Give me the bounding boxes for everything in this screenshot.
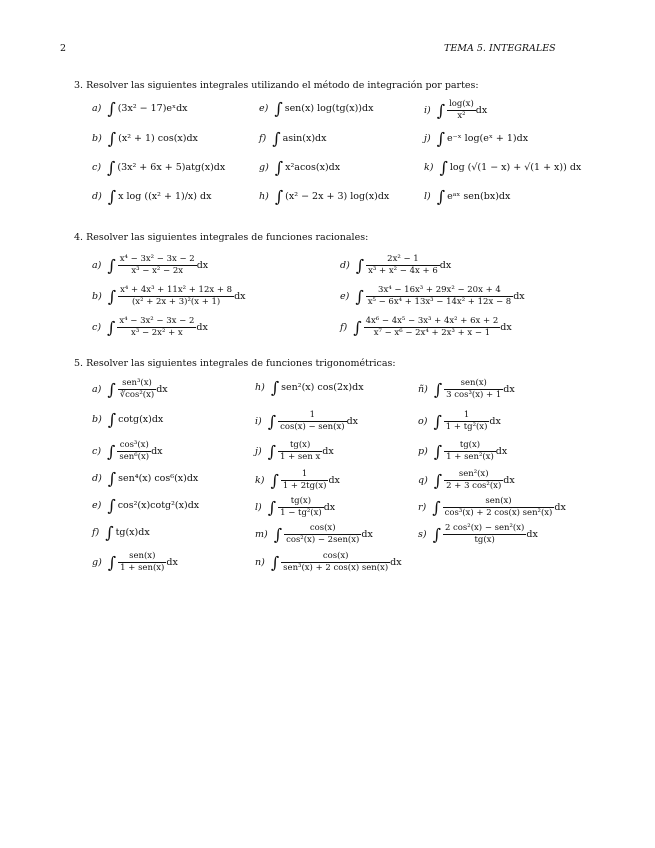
integral-sign-icon: ∫ <box>439 158 448 177</box>
exercise-item <box>259 129 326 148</box>
exercise-label: b) <box>92 291 102 302</box>
differential: dx <box>495 446 508 457</box>
differential: dx <box>328 475 340 486</box>
exercise-label: m) <box>255 529 268 540</box>
differential: dx <box>322 446 334 457</box>
exercise-item <box>418 410 501 433</box>
differential: dx <box>361 529 373 540</box>
exercise-label: n) <box>255 557 265 568</box>
exercise-item <box>255 469 340 492</box>
exercise-label: i) <box>424 105 431 116</box>
integral-sign-icon: ∫ <box>107 410 117 429</box>
fraction-numerator: tg(x) <box>278 440 322 452</box>
integrand: x²acos(x)dx <box>285 162 341 173</box>
exercise-item <box>259 187 389 206</box>
integrand-fraction <box>443 496 555 519</box>
integral-sign-icon: ∫ <box>432 498 441 517</box>
differential: dx <box>390 557 402 568</box>
exercise-item <box>418 469 515 492</box>
fraction-numerator: 4x⁶ − 4x⁵ − 3x³ + 4x² + 6x + 2 <box>365 316 499 326</box>
differential: dx <box>513 291 525 302</box>
fraction-denominator: 1 + 2tg(x) <box>282 481 327 491</box>
exercise-item <box>92 378 168 401</box>
fraction-denominator: 3 cos³(x) + 1 <box>446 390 502 400</box>
integrand-fraction <box>447 99 476 122</box>
integral-sign-icon: ∫ <box>355 256 365 275</box>
integrand: (x² − 2x + 3) log(x)dx <box>285 191 390 202</box>
integral-sign-icon: ∫ <box>107 469 117 488</box>
exercise-label: f) <box>340 322 348 333</box>
exercise-item <box>418 378 515 401</box>
differential: dx <box>503 384 515 395</box>
exercise-item <box>92 285 246 308</box>
exercise-item <box>92 469 198 488</box>
exercise-label: s) <box>418 529 427 540</box>
exercise-label: e) <box>259 103 269 114</box>
integrand-fraction <box>444 378 503 401</box>
integral-sign-icon: ∫ <box>267 442 276 461</box>
fraction-numerator: sen(x) <box>443 496 555 508</box>
exercise-label: d) <box>92 191 102 202</box>
exercise-item <box>424 158 581 177</box>
fraction-denominator: 1 + sen x <box>280 452 321 462</box>
integral-sign-icon: ∫ <box>433 442 443 461</box>
integrand-fraction <box>364 316 501 339</box>
exercise-label: f) <box>92 527 100 538</box>
integral-sign-icon: ∫ <box>270 378 280 397</box>
fraction-numerator: cos(x) <box>284 523 361 535</box>
fraction-numerator: log(x) <box>449 99 474 109</box>
integral-sign-icon: ∫ <box>274 99 283 118</box>
exercise-label: d) <box>92 473 102 484</box>
integral-sign-icon: ∫ <box>107 496 116 515</box>
page-number: 2 <box>60 43 67 54</box>
integrand-fraction <box>118 378 157 401</box>
exercise-item <box>255 410 358 433</box>
exercise-label: l) <box>424 191 431 202</box>
fraction-numerator: cos(x) <box>281 551 390 563</box>
fraction-numerator: 2x² − 1 <box>366 254 440 266</box>
exercise-label: i) <box>255 416 262 427</box>
integral-sign-icon: ∫ <box>433 380 443 399</box>
integral-sign-icon: ∫ <box>270 471 279 490</box>
differential: dx <box>234 291 246 302</box>
integrand: (3x² + 6x + 5)atg(x)dx <box>117 162 226 173</box>
differential: dx <box>439 260 452 271</box>
exercise-label: b) <box>92 414 102 425</box>
exercise-item <box>92 187 211 206</box>
differential: dx <box>475 105 488 116</box>
integral-sign-icon: ∫ <box>267 498 277 517</box>
integrand-fraction <box>117 316 196 339</box>
integrand-fraction <box>118 551 166 574</box>
differential: dx <box>166 557 178 568</box>
exercise-item <box>255 378 364 397</box>
integral-sign-icon: ∫ <box>274 158 284 177</box>
exercise-item <box>255 496 335 519</box>
fraction-numerator: 3x⁴ − 16x³ + 29x² − 20x + 4 <box>366 285 514 297</box>
fraction-numerator: sen²(x) <box>444 469 503 481</box>
fraction-denominator: x² <box>457 111 466 121</box>
exercise-label: c) <box>92 446 102 457</box>
integrand: cos²(x)cotg²(x)dx <box>117 500 200 511</box>
exercise-label: c) <box>92 322 102 333</box>
exercise-label: q) <box>418 475 428 486</box>
exercise-item <box>92 496 199 515</box>
exercise-label: l) <box>255 502 262 513</box>
differential: dx <box>323 502 336 513</box>
fraction-denominator: 1 + sen(x) <box>120 563 165 573</box>
differential: dx <box>554 502 566 513</box>
integrand: cotg(x)dx <box>118 414 164 425</box>
integral-sign-icon: ∫ <box>107 553 117 572</box>
exercise-item <box>92 158 225 177</box>
integral-sign-icon: ∫ <box>267 412 277 431</box>
exercise-label: j) <box>424 133 431 144</box>
fraction-denominator: x⁵ − 6x⁴ + 13x³ − 14x² + 12x − 8 <box>367 297 512 307</box>
integrand: (3x² − 17)eˣdx <box>117 103 188 114</box>
exercise-item <box>424 99 487 122</box>
exercise-label: d) <box>340 260 350 271</box>
section-3-title: 3. Resolver las siguientes integrales utilizando el método de integración por partes: <box>74 80 479 91</box>
integrand-fraction <box>366 254 440 277</box>
integrand: eᵃˣ sen(bx)dx <box>447 191 511 202</box>
exercise-item <box>92 410 163 429</box>
fraction-denominator: 1 − tg²(x) <box>280 508 322 518</box>
differential: dx <box>503 475 515 486</box>
integral-sign-icon: ∫ <box>107 99 116 118</box>
integrand-fraction <box>366 285 514 308</box>
integral-sign-icon: ∫ <box>107 380 116 399</box>
exercise-item <box>92 254 208 277</box>
integral-sign-icon: ∫ <box>273 525 283 544</box>
integrand-fraction <box>117 440 151 463</box>
exercise-label: a) <box>92 103 102 114</box>
integrand-fraction <box>444 410 490 433</box>
fraction-denominator: (x² + 2x + 3)²(x + 1) <box>131 297 221 307</box>
fraction-denominator: x³ − x² − 2x <box>131 266 184 276</box>
exercise-label: p) <box>418 446 428 457</box>
exercise-item <box>340 285 525 308</box>
fraction-numerator: 2 cos²(x) − sen²(x) <box>444 523 525 533</box>
exercise-item <box>340 254 451 277</box>
exercise-label: k) <box>424 162 434 173</box>
integrand: sen(x) log(tg(x))dx <box>284 103 374 114</box>
integrand-fraction <box>278 410 347 433</box>
exercise-label: o) <box>418 416 428 427</box>
integral-sign-icon: ∫ <box>107 442 116 461</box>
fraction-numerator: 1 <box>444 410 490 422</box>
exercise-label: j) <box>255 446 262 457</box>
fraction-numerator: tg(x) <box>444 440 496 452</box>
exercise-label: g) <box>92 557 102 568</box>
exercise-label: ñ) <box>418 384 428 395</box>
exercise-label: b) <box>92 133 102 144</box>
fraction-denominator: 2 + 3 cos²(x) <box>446 481 502 491</box>
integral-sign-icon: ∫ <box>353 318 362 337</box>
integrand: (x² + 1) cos(x)dx <box>118 133 198 144</box>
integrand: tg(x)dx <box>115 527 150 538</box>
exercise-label: f) <box>259 133 267 144</box>
integral-sign-icon: ∫ <box>107 318 116 337</box>
fraction-denominator: x⁷ − x⁶ − 2x⁴ + 2x³ + x − 1 <box>373 328 491 338</box>
exercise-label: r) <box>418 502 427 513</box>
integral-sign-icon: ∫ <box>433 412 442 431</box>
integrand-fraction <box>118 254 197 277</box>
exercise-item <box>255 523 373 546</box>
exercise-item <box>92 551 178 574</box>
integrand-fraction <box>278 496 324 519</box>
fraction-denominator: x³ + x² − 4x + 6 <box>368 266 438 276</box>
fraction-numerator: sen³(x) <box>118 378 157 390</box>
integrand: asin(x)dx <box>282 133 327 144</box>
integral-sign-icon: ∫ <box>433 471 443 490</box>
fraction-numerator: x⁴ − 3x² − 3x − 2 <box>119 254 195 264</box>
integral-sign-icon: ∫ <box>436 101 446 120</box>
exercise-label: h) <box>259 191 269 202</box>
fraction-numerator: sen(x) <box>444 378 503 390</box>
integral-sign-icon: ∫ <box>355 287 364 306</box>
exercise-item <box>255 551 402 574</box>
differential: dx <box>151 446 163 457</box>
integrand-fraction <box>443 523 526 546</box>
fraction-denominator: cos²(x) − 2sen(x) <box>286 535 360 545</box>
integral-sign-icon: ∫ <box>107 129 117 148</box>
exercise-item <box>92 316 208 339</box>
integrand: sen⁴(x) cos⁶(x)dx <box>118 473 199 484</box>
exercise-item <box>92 523 150 542</box>
fraction-numerator: 1 <box>278 410 347 422</box>
integrand-fraction <box>444 440 496 463</box>
integrand-fraction <box>444 469 503 492</box>
running-header: TEMA 5. INTEGRALES <box>444 43 556 54</box>
integral-sign-icon: ∫ <box>270 553 280 572</box>
differential: dx <box>346 416 359 427</box>
differential: dx <box>196 322 208 333</box>
exercise-item <box>418 440 507 463</box>
integral-sign-icon: ∫ <box>436 129 445 148</box>
fraction-denominator: 1 + sen²(x) <box>446 452 494 462</box>
fraction-denominator: x³ − 2x² + x <box>131 328 183 338</box>
integrand-fraction <box>281 551 390 574</box>
integrand: e⁻ˣ log(eˣ + 1)dx <box>447 133 529 144</box>
integrand-fraction <box>118 285 234 308</box>
fraction-denominator: cos³(x) + 2 cos(x) sen²(x) <box>444 508 553 518</box>
integral-sign-icon: ∫ <box>107 187 117 206</box>
integral-sign-icon: ∫ <box>272 129 281 148</box>
integral-sign-icon: ∫ <box>107 287 117 306</box>
fraction-denominator: tg(x) <box>474 535 495 545</box>
integrand: sen²(x) cos(2x)dx <box>281 382 364 393</box>
fraction-denominator: sen³(x) + 2 cos(x) sen(x) <box>283 563 389 573</box>
exercise-item <box>424 187 510 206</box>
fraction-denominator: sen⁶(x) <box>119 452 150 462</box>
exercise-label: g) <box>259 162 269 173</box>
integrand-fraction <box>284 523 361 546</box>
exercise-item <box>418 496 566 519</box>
differential: dx <box>196 260 209 271</box>
exercise-item <box>255 440 334 463</box>
integrand-fraction <box>281 469 329 492</box>
fraction-denominator: 1 + tg²(x) <box>445 422 488 432</box>
differential: dx <box>489 416 501 427</box>
integrand: log (√(1 − x) + √(1 + x)) dx <box>449 162 582 173</box>
exercise-label: a) <box>92 384 102 395</box>
exercise-item <box>340 316 512 339</box>
exercise-label: e) <box>340 291 350 302</box>
fraction-numerator: x⁴ + 4x³ + 11x² + 12x + 8 <box>120 285 233 295</box>
integrand: x log ((x² + 1)/x) dx <box>118 191 212 202</box>
section-5-title: 5. Resolver las siguientes integrales de funciones trigonométricas: <box>74 358 396 369</box>
integral-sign-icon: ∫ <box>107 256 116 275</box>
exercise-item <box>418 523 538 546</box>
integral-sign-icon: ∫ <box>432 525 441 544</box>
exercise-item <box>424 129 528 148</box>
differential: dx <box>500 322 512 333</box>
fraction-numerator: tg(x) <box>278 496 324 508</box>
fraction-numerator: 1 <box>281 469 329 481</box>
differential: dx <box>526 529 538 540</box>
integral-sign-icon: ∫ <box>107 158 116 177</box>
exercise-item <box>92 440 163 463</box>
fraction-denominator: ∛cos²(x) <box>119 390 155 400</box>
exercise-item <box>259 99 373 118</box>
exercise-item <box>259 158 340 177</box>
exercise-label: e) <box>92 500 102 511</box>
fraction-numerator: sen(x) <box>118 551 166 563</box>
exercise-label: h) <box>255 382 265 393</box>
exercise-label: c) <box>92 162 102 173</box>
integral-sign-icon: ∫ <box>105 523 114 542</box>
exercise-item <box>92 129 198 148</box>
exercise-item <box>92 99 188 118</box>
fraction-denominator: cos(x) − sen(x) <box>280 422 345 432</box>
section-4-title: 4. Resolver las siguientes integrales de funciones racionales: <box>74 232 369 243</box>
exercise-label: a) <box>92 260 102 271</box>
fraction-numerator: cos³(x) <box>117 440 151 452</box>
exercise-label: k) <box>255 475 265 486</box>
integral-sign-icon: ∫ <box>274 187 284 206</box>
fraction-numerator: x⁴ − 3x² − 3x − 2 <box>119 316 195 326</box>
differential: dx <box>156 384 168 395</box>
integral-sign-icon: ∫ <box>436 187 446 206</box>
integrand-fraction <box>278 440 322 463</box>
